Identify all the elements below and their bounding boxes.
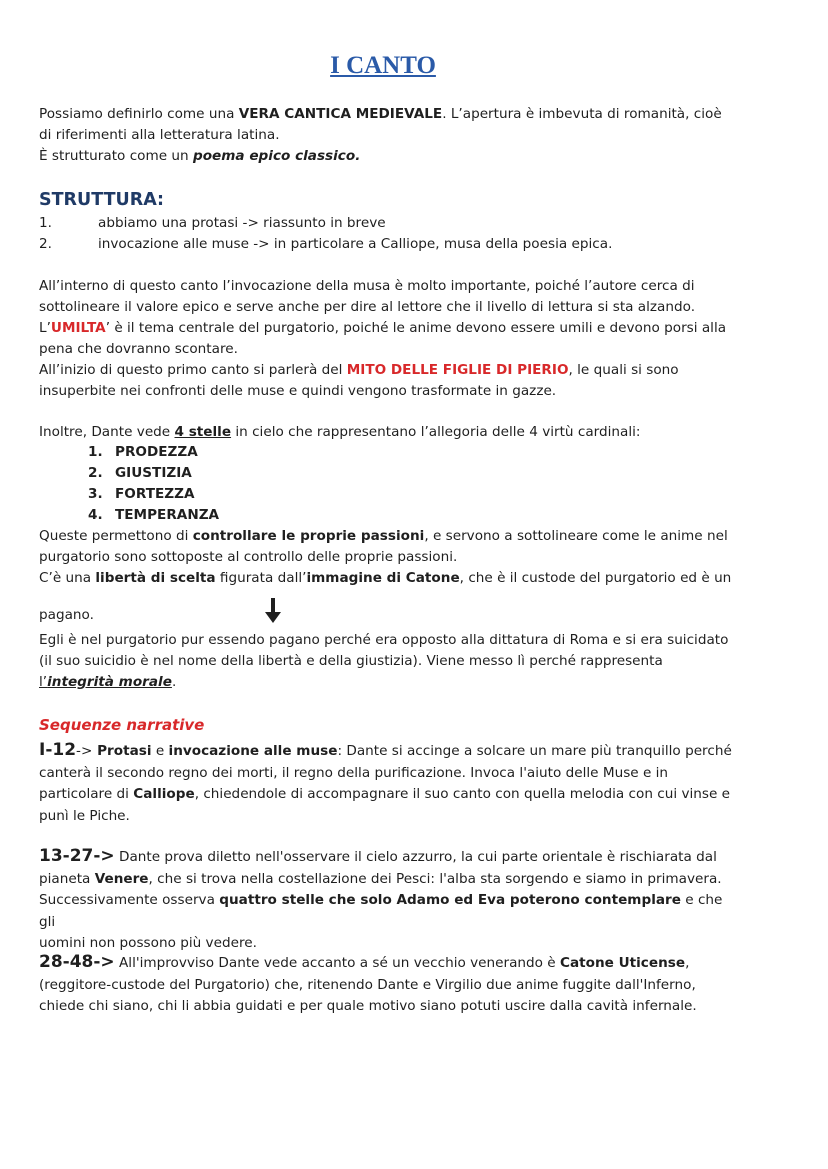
body-bold: invocazione alle muse	[168, 743, 338, 759]
body-line: insuperbite nei confronti delle muse e quindi vengono trasformate in gazze.	[39, 383, 557, 399]
sequence-range: 13-27->	[39, 846, 115, 866]
list-text: abbiamo una protasi -> riassunto in breve	[98, 215, 386, 231]
body-line: Egli è nel purgatorio pur essendo pagano perché era opposto alla dittatura di Roma e si era suicidato	[39, 632, 729, 648]
page-title: I CANTO	[330, 52, 436, 79]
pagano-line	[39, 605, 739, 626]
body-paragraph-1	[39, 276, 739, 402]
sequence-arrow: ->	[76, 743, 93, 759]
body-line: All’interno di questo canto l’invocazione della musa è molto importante, poiché l’autore cerca di	[39, 278, 695, 294]
sequence-range: I-12	[39, 740, 77, 760]
intro-bold-italic: poema epico classico.	[192, 148, 361, 164]
list-text: invocazione alle muse -> in particolare a Calliope, musa della poesia epica.	[98, 236, 613, 252]
body-paragraph-3	[39, 630, 739, 693]
body-line: , e servono a sottolineare come le anime nel	[424, 528, 728, 544]
body-line: pianeta	[39, 870, 95, 887]
body-line: punì le Piche.	[39, 807, 130, 824]
body-bold: Venere	[94, 870, 149, 887]
list-number: 4.	[88, 507, 103, 523]
mito-highlight: MITO DELLE FIGLIE DI PIERIO	[346, 362, 569, 378]
body-bold: Catone Uticense	[560, 955, 686, 971]
body-line: canterà il secondo regno dei morti, il regno della purificazione. Invoca l'aiuto delle Muse e in	[39, 764, 669, 781]
body-line: pagano.	[39, 607, 94, 623]
body-line: (reggitore-custode del Purgatorio) che, ritenendo Dante e Virgilio due anime fuggite dall'Inferno,	[39, 976, 696, 993]
sequence-3	[39, 952, 739, 1018]
intro-text: di riferimenti alla letteratura latina.	[39, 127, 280, 143]
body-line: e che gli	[39, 892, 723, 930]
body-line: (il suo suicidio è nel nome della libertà e della giustizia). Viene messo lì perché rappresenta	[39, 653, 663, 669]
sequence-range: 28-48->	[39, 952, 115, 972]
list-text: TEMPERANZA	[115, 507, 220, 523]
list-item	[39, 234, 739, 255]
body-line: .	[171, 674, 177, 690]
body-line: Queste permettono di	[39, 528, 193, 544]
body-bold: libertà di scelta	[95, 570, 216, 586]
body-bold: controllare le proprie passioni	[192, 528, 425, 544]
body-line: , le quali si sono	[568, 362, 679, 378]
umilta-highlight: UMILTA	[50, 320, 106, 336]
body-line: ’ è il tema centrale del purgatorio, poiché le anime devono essere umili e devono porsi alla	[105, 320, 727, 336]
list-number: 2.	[88, 465, 103, 481]
list-text: FORTEZZA	[115, 486, 195, 502]
stelle-underlined: 4 stelle	[174, 424, 232, 440]
intro-paragraph	[39, 104, 739, 167]
struttura-heading: STRUTTURA:	[39, 190, 165, 210]
arrow-down-icon	[264, 598, 282, 628]
body-bold: Protasi	[92, 743, 152, 759]
body-line: chiede chi siano, chi li abbia guidati e per quale motivo siano potuti uscire dalla cavità infernale.	[39, 998, 697, 1014]
body-paragraph-2	[39, 526, 739, 589]
body-line: pena che dovranno scontare.	[39, 341, 238, 357]
body-line: particolare di	[39, 786, 134, 802]
body-line: C’è una	[39, 570, 96, 586]
body-line: , che si trova nella costellazione dei Pesci: l'alba sta sorgendo e siamo in primavera.	[148, 870, 722, 887]
body-line: l’	[39, 674, 48, 690]
body-line: All’inizio di questo primo canto si parlerà del	[39, 362, 347, 378]
list-item	[39, 213, 739, 234]
body-bold: immagine di Catone	[306, 570, 460, 586]
body-line: e	[151, 743, 169, 759]
sequence-1	[39, 740, 739, 827]
intro-bold: VERA CANTICA MEDIEVALE	[238, 106, 443, 122]
body-bold: Calliope	[133, 786, 195, 802]
body-line: : Dante si accinge a solcare un mare più tranquillo perché	[337, 743, 732, 759]
list-text: PRODEZZA	[115, 444, 198, 460]
stelle-paragraph	[39, 422, 739, 443]
sequence-2	[39, 846, 739, 955]
list-number: 2.	[39, 236, 52, 252]
struttura-list	[39, 213, 739, 255]
body-line: , che è il custode del purgatorio ed è un	[459, 570, 732, 586]
intro-text: È strutturato come un	[39, 148, 193, 164]
body-line: All'improvviso Dante vede accanto a sé un vecchio venerando è	[114, 955, 560, 971]
list-number: 1.	[39, 215, 52, 231]
body-line: L’	[39, 320, 51, 336]
body-line: Successivamente osserva	[39, 892, 220, 908]
integrita-underlined: integrità morale	[47, 674, 172, 690]
body-line: Dante prova diletto nell'osservare il cielo azzurro, la cui parte orientale è rischiarata dal	[114, 849, 717, 865]
list-text: GIUSTIZIA	[115, 465, 192, 481]
body-line: , chiedendole di accompagnare il suo canto con quella melodia con cui vinse e	[194, 786, 731, 802]
list-number: 3.	[88, 486, 103, 502]
body-line: sottolineare il valore epico e serve anche per dire al lettore che il livello di lettura si sta alzando.	[39, 299, 696, 315]
intro-text: Possiamo definirlo come una	[39, 106, 239, 122]
list-number: 1.	[88, 444, 103, 460]
sequenze-heading: Sequenze narrative	[39, 716, 205, 734]
intro-text: . L’apertura è imbevuta di romanità, cioè	[442, 106, 722, 122]
body-bold: quattro stelle che solo Adamo ed Eva poterono contemplare	[219, 892, 681, 908]
body-line: in cielo che rappresentano l’allegoria delle 4 virtù cardinali:	[231, 424, 641, 440]
body-line: ,	[685, 955, 690, 971]
body-line: figurata dall’	[215, 570, 307, 586]
body-line: purgatorio sono sottoposte al controllo delle proprie passioni.	[39, 549, 458, 565]
body-line: Inoltre, Dante vede	[39, 424, 175, 440]
body-line: uomini non possono più vedere.	[39, 935, 257, 951]
